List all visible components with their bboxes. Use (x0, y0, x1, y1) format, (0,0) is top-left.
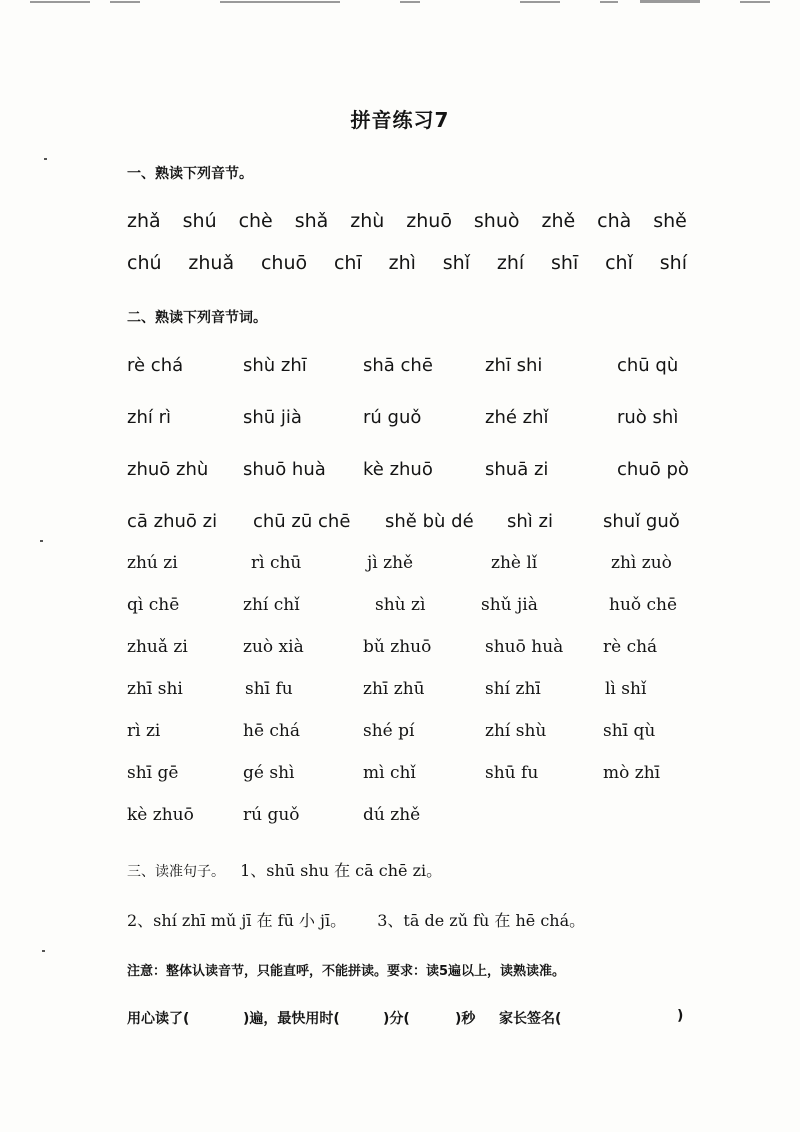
sentence-line-2 (127, 908, 585, 931)
pinyin-word: shū fu (485, 763, 539, 783)
read-count-label: 用心读了( (127, 1011, 190, 1027)
pinyin-word: zhí chǐ (243, 595, 300, 615)
syllable-row (127, 210, 687, 232)
sentence-2: 2、shí zhī mǔ jī 在 fū 小 jī。 (127, 911, 347, 930)
syllable: zhì (388, 252, 416, 274)
word-row (127, 679, 687, 703)
pinyin-word: shǔ jià (481, 595, 538, 615)
pinyin-word: chū zū chē (253, 511, 351, 532)
pinyin-word: chū qù (617, 355, 679, 376)
syllable: chà (597, 210, 632, 232)
pinyin-word: shì zi (507, 511, 553, 532)
pinyin-word: zhú zi (127, 553, 178, 573)
parent-signature-close: ) (677, 1008, 684, 1024)
pinyin-word: lì shǐ (605, 679, 647, 699)
pinyin-word: mì chǐ (363, 763, 416, 783)
pinyin-word: chuō pò (617, 459, 689, 480)
worksheet-title: 拼音练习7 (350, 108, 450, 132)
scan-speck (40, 540, 43, 542)
word-row (127, 553, 687, 577)
syllable: shī (551, 252, 579, 274)
pinyin-word: shuō huà (243, 459, 326, 480)
section3-heading: 三、读准句子。 (127, 864, 225, 880)
pinyin-word: kè zhuō (363, 459, 433, 480)
syllable: shǎ (294, 210, 329, 232)
syllable: chǐ (605, 252, 633, 274)
fastest-time-label: )遍，最快用时( (243, 1011, 340, 1027)
seconds-label: )秒 (455, 1011, 476, 1027)
syllable: zhù (350, 210, 385, 232)
pinyin-word: cā zhuō zi (127, 511, 218, 532)
minutes-label: )分( (383, 1011, 410, 1027)
pinyin-word: zhuǎ zi (127, 637, 188, 657)
pinyin-word: zhī shi (127, 679, 183, 699)
pinyin-word: shuō huà (485, 637, 564, 657)
word-row (127, 763, 687, 787)
syllable: shuò (473, 210, 520, 232)
syllable: chú (127, 252, 162, 274)
syllable: shú (182, 210, 217, 232)
pinyin-word: rì chū (251, 553, 302, 573)
pinyin-word: zhuō zhù (127, 459, 209, 480)
pinyin-word: zhì zuò (611, 553, 672, 573)
word-row (127, 511, 687, 535)
section3-line (127, 858, 442, 881)
pinyin-word: huǒ chē (609, 595, 678, 615)
pinyin-word: rú guǒ (243, 805, 300, 825)
pinyin-word: rú guǒ (363, 407, 422, 428)
syllable: chī (333, 252, 362, 274)
pinyin-word: mò zhī (603, 763, 661, 783)
word-row (127, 637, 687, 661)
pinyin-word: zuò xià (243, 637, 304, 657)
section2-heading: 二、熟读下列音节词。 (127, 310, 267, 326)
sentence-3: 3、tā de zǔ fù 在 hē chá。 (377, 911, 586, 930)
sentence-1: 1、shū shu 在 cā chē zi。 (240, 861, 443, 880)
pinyin-word: bǔ zhuō (363, 637, 432, 657)
word-row (127, 407, 687, 431)
section1-heading: 一、熟读下列音节。 (127, 166, 253, 182)
pinyin-word: qì chē (127, 595, 180, 615)
pinyin-word: rè chá (603, 637, 658, 657)
pinyin-word: dú zhě (363, 805, 421, 825)
pinyin-word: shé pí (363, 721, 415, 741)
word-row (127, 721, 687, 745)
pinyin-word: shā chē (363, 355, 433, 376)
scan-speck (44, 158, 47, 160)
scan-speck (42, 950, 45, 952)
pinyin-word: shū jià (243, 407, 302, 428)
scan-edge-artifacts (0, 0, 800, 8)
syllable: shí (659, 252, 687, 274)
syllable: zhí (496, 252, 525, 274)
pinyin-word: zhī zhū (363, 679, 425, 699)
pinyin-word: shí zhī (485, 679, 541, 699)
pinyin-word: zhé zhǐ (485, 407, 549, 428)
pinyin-word: ruò shì (617, 407, 679, 428)
instructions-note: 注意：整体认读音节，只能直呼，不能拼读。要求：读5遍以上，读熟读准。 (127, 964, 566, 979)
pinyin-word: rè chá (127, 355, 184, 376)
syllable-row (127, 252, 687, 274)
pinyin-word: shě bù dé (385, 511, 474, 532)
syllable: chè (238, 210, 273, 232)
pinyin-word: shī fu (245, 679, 293, 699)
syllable: shǐ (442, 252, 470, 274)
word-row (127, 805, 687, 829)
pinyin-word: kè zhuō (127, 805, 194, 825)
syllable: shě (653, 210, 687, 232)
pinyin-word: shuā zi (485, 459, 549, 480)
pinyin-word: shù zhī (243, 355, 307, 376)
pinyin-word: shù zì (375, 595, 426, 615)
pinyin-word: zhè lǐ (491, 553, 538, 573)
pinyin-word: rì zi (127, 721, 161, 741)
pinyin-word: hē chá (243, 721, 301, 741)
pinyin-word: zhí rì (127, 407, 171, 428)
syllable: chuō (260, 252, 308, 274)
pinyin-word: gé shì (243, 763, 295, 783)
pinyin-word: zhí shù (485, 721, 547, 741)
syllable: zhě (541, 210, 576, 232)
pinyin-word: shī gē (127, 763, 179, 783)
pinyin-word: zhī shi (485, 355, 543, 376)
pinyin-word: jì zhě (367, 553, 414, 573)
parent-signature-label: 家长签名( (499, 1011, 562, 1027)
reading-record-line (127, 1008, 687, 1030)
word-row (127, 595, 687, 619)
pinyin-word: shī qù (603, 721, 656, 741)
syllable: zhuǎ (188, 252, 235, 274)
pinyin-word: shuǐ guǒ (603, 511, 680, 532)
word-row (127, 355, 687, 379)
word-row (127, 459, 687, 483)
syllable: zhǎ (127, 210, 161, 232)
syllable: zhuō (406, 210, 452, 232)
